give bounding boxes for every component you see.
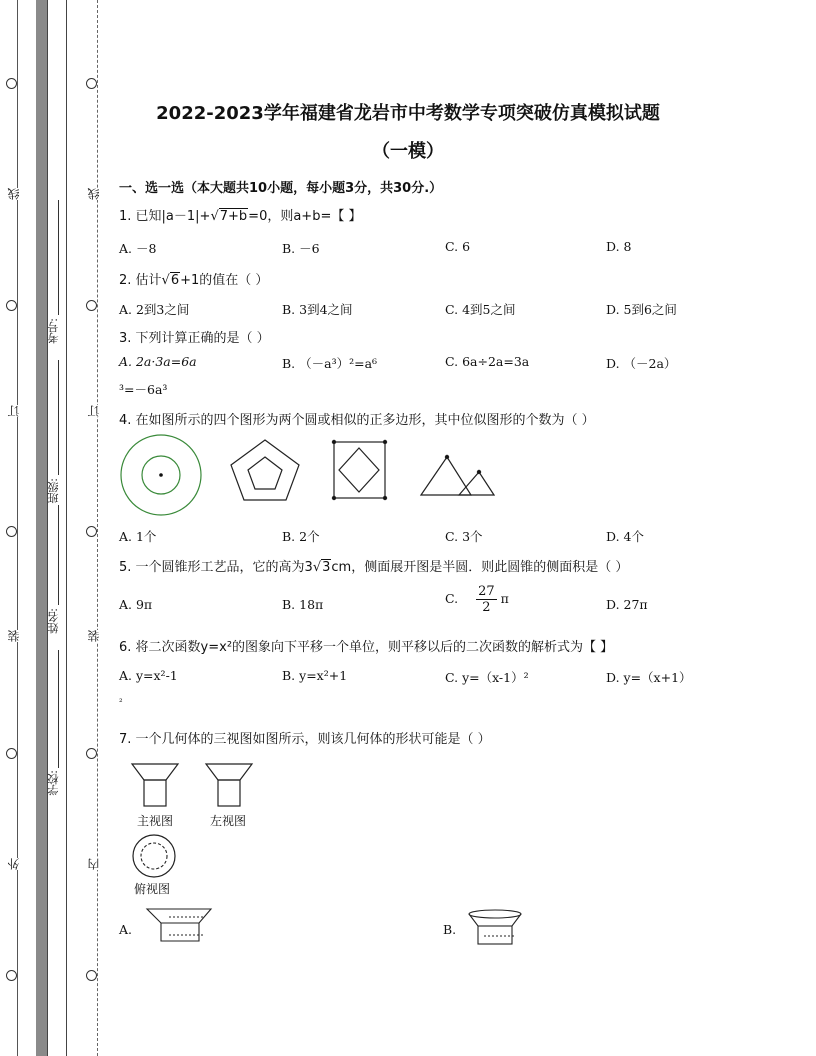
- q6-option-d[interactable]: D. y=（x+1）: [606, 670, 692, 685]
- q6-option-b[interactable]: B. y=x²+1: [282, 668, 348, 683]
- q5-option-c[interactable]: C. $\frac{27}{2}$ π: [445, 584, 509, 615]
- q1-option-b[interactable]: B. －6: [282, 241, 320, 256]
- fraction: $\frac{27}{2}$: [478, 584, 495, 615]
- cut-label-inner: 线: [87, 188, 101, 200]
- cut-label-inner: 内: [87, 858, 101, 870]
- q5-option-b[interactable]: B. 18π: [282, 597, 324, 612]
- school-label: 学校:: [47, 770, 60, 796]
- triangle-figure: [421, 455, 494, 495]
- q1-option-c[interactable]: C. 6: [445, 239, 471, 254]
- section-heading: 一、选一选（本大题共10小题，每小题3分，共30分.）: [119, 181, 443, 196]
- binding-hole: [6, 526, 17, 537]
- name-field[interactable]: [58, 505, 59, 605]
- binding-hole: [6, 748, 17, 759]
- side-view-drawing: [204, 760, 256, 810]
- q3-option-c[interactable]: C. 6a÷2a=3a: [445, 354, 530, 369]
- cut-label-outer: 线: [7, 188, 21, 200]
- question-1: 1. 已知|a－1|+√7+b=0，则a+b=【 】: [119, 209, 362, 224]
- q7-option-b-solid: [466, 908, 524, 950]
- q4-option-b[interactable]: B. 2个: [282, 529, 320, 544]
- cut-label-inner: 装: [87, 630, 101, 642]
- front-view-label: 主视图: [137, 814, 174, 828]
- q3-option-a[interactable]: A. 2a·3a=6a: [119, 354, 197, 369]
- q2-option-b[interactable]: B. 3到4之间: [282, 302, 353, 317]
- page-subtitle: （一模）: [372, 141, 444, 162]
- abs-expr: |a－1|: [161, 209, 200, 224]
- binding-hole: [6, 970, 17, 981]
- binding-hole: [86, 526, 97, 537]
- q5-option-d[interactable]: D. 27π: [606, 597, 648, 612]
- class-field[interactable]: [58, 360, 59, 475]
- q3-option-b[interactable]: B. （－a³）²=a⁶: [282, 356, 378, 371]
- page-title: 2022-2023学年福建省龙岩市中考数学专项突破仿真模拟试题: [156, 103, 660, 124]
- radicand: 6: [170, 273, 180, 288]
- question-7: 7. 一个几何体的三视图如图所示，则该几何体的形状可能是（ ）: [119, 732, 491, 747]
- binding-hole: [86, 970, 97, 981]
- cut-label-inner: 订: [87, 405, 101, 417]
- q7-option-a-solid: [145, 905, 215, 947]
- q4-option-d[interactable]: D. 4个: [606, 529, 644, 544]
- cut-label-outer: 装: [7, 630, 21, 642]
- q3-option-d-continued: ³=－6a³: [119, 382, 168, 397]
- q2-option-a[interactable]: A. 2到3之间: [119, 302, 190, 317]
- q7-option-b[interactable]: B.: [443, 922, 457, 937]
- radicand: 7+b: [219, 209, 248, 224]
- question-5: 5. 一个圆锥形工艺品，它的高为3√3cm，侧面展开图是半圆．则此圆锥的侧面积是（ ）: [119, 560, 629, 575]
- cut-label-outer: 外: [7, 858, 21, 870]
- q5-option-a[interactable]: A. 9π: [119, 597, 153, 612]
- class-label: 班级:: [47, 478, 60, 504]
- q4-option-c[interactable]: C. 3个: [445, 529, 483, 544]
- q6-option-d-continued: ²: [119, 698, 123, 708]
- top-view-drawing: [130, 833, 178, 879]
- q1-option-a[interactable]: A. －8: [119, 241, 157, 256]
- q2-option-d[interactable]: D. 5到6之间: [606, 302, 677, 317]
- name-label: 姓名:: [47, 608, 60, 634]
- side-view-label: 左视图: [210, 814, 247, 828]
- question-4: 4. 在如图所示的四个图形为两个圆或相似的正多边形，其中位似图形的个数为（ ）: [119, 413, 595, 428]
- binding-hole: [86, 300, 97, 311]
- top-view-label: 俯视图: [134, 882, 171, 896]
- square-figure: [332, 440, 386, 499]
- pentagon-figure: [231, 440, 299, 500]
- q7-option-a[interactable]: A.: [119, 922, 133, 937]
- q1-option-d[interactable]: D. 8: [606, 239, 632, 254]
- concentric-circles-figure: [121, 435, 201, 515]
- q4-figure-group: [119, 432, 495, 516]
- q4-option-a[interactable]: A. 1个: [119, 529, 157, 544]
- q3-option-d[interactable]: D. （－2a）: [606, 356, 677, 371]
- question-3: 3. 下列计算正确的是（ ）: [119, 331, 270, 346]
- question-2: 2. 估计√6+1的值在（ ）: [119, 273, 269, 288]
- binding-hole: [86, 78, 97, 89]
- cut-label-outer: 订: [7, 405, 21, 417]
- q2-option-c[interactable]: C. 4到5之间: [445, 302, 516, 317]
- q6-option-a[interactable]: A. y=x²-1: [119, 668, 178, 683]
- binding-hole: [86, 748, 97, 759]
- q6-option-c[interactable]: C. y=（x-1）²: [445, 670, 529, 685]
- exam-number-field[interactable]: [58, 200, 59, 315]
- binding-hole: [6, 78, 17, 89]
- exam-number-label: 考号:: [47, 318, 60, 344]
- front-view-drawing: [130, 760, 182, 810]
- school-field[interactable]: [58, 650, 59, 768]
- radicand: 3: [322, 560, 331, 575]
- binding-hole: [6, 300, 17, 311]
- question-6: 6. 将二次函数y=x²的图象向下平移一个单位，则平移以后的二次函数的解析式为【 】: [119, 640, 614, 655]
